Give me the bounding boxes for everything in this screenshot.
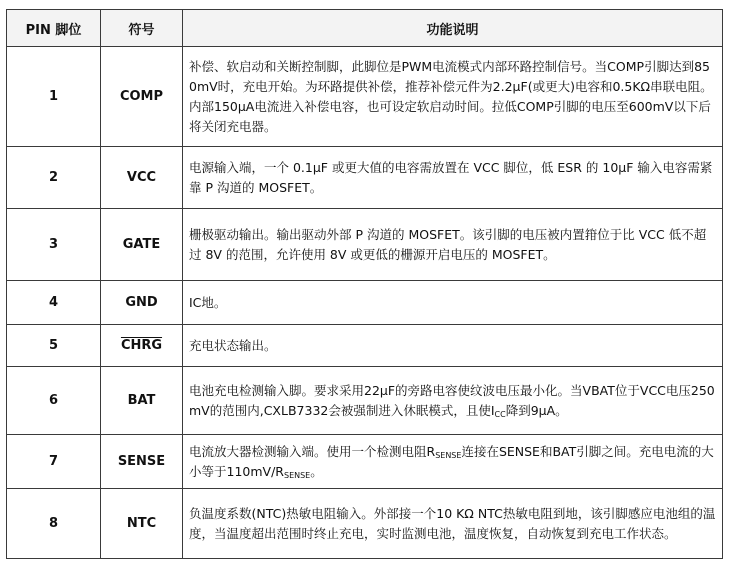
pin-number: 2: [7, 147, 101, 209]
pin-description: 充电状态输出。: [183, 325, 723, 367]
table-row: [7, 489, 723, 559]
table-row: [7, 209, 723, 281]
table-row: [7, 281, 723, 325]
pin-number: 3: [7, 209, 101, 281]
pin-description: IC地。: [183, 281, 723, 325]
pin-number: 1: [7, 47, 101, 147]
table-header-row: [7, 10, 723, 47]
pin-symbol: BAT: [101, 367, 183, 435]
pin-symbol: CHRG: [120, 338, 163, 353]
pin-symbol: COMP: [101, 47, 183, 147]
header-pin: PIN 脚位: [7, 10, 101, 47]
pin-description: 栅极驱动输出。输出驱动外部 P 沟道的 MOSFET。该引脚的电压被内置箝位于比 VCC 低不超过 8V 的范围，允许使用 8V 或更低的栅源开启电压的 MOSFET。: [183, 209, 723, 281]
table-row: [7, 367, 723, 435]
pin-function-table: [6, 9, 723, 559]
pin-description: 电源输入端，一个 0.1μF 或更大值的电容需放置在 VCC 脚位，低 ESR 的 10μF 输入电容需紧靠 P 沟道的 MOSFET。: [183, 147, 723, 209]
table-row: [7, 435, 723, 489]
table-row: [7, 147, 723, 209]
pin-symbol: NTC: [101, 489, 183, 559]
pin-symbol: GATE: [101, 209, 183, 281]
desc-subscript: SENSE: [283, 470, 311, 480]
desc-text: 电流放大器检测输入端。使用一个检测电阻R: [189, 443, 436, 459]
header-function: 功能说明: [183, 10, 723, 47]
pin-description: 负温度系数(NTC)热敏电阻输入。外部接一个10 KΩ NTC热敏电阻到地，该引脚感应电池组的温度，当温度超出范围时终止充电，实时监测电池，温度恢复，自动恢复到充电工作状态。: [183, 489, 723, 559]
pin-symbol: GND: [101, 281, 183, 325]
pin-number: 6: [7, 367, 101, 435]
desc-text: 电池充电检测输入脚。要求采用22μF的旁路电容使纹波电压最小化。当VBAT位于VCC电压250mV的范围内,CXLB7332会被强制进入休眠模式，且使I: [189, 382, 715, 418]
desc-text: 降到9μA。: [505, 402, 568, 418]
pin-description: [183, 367, 723, 435]
pin-symbol: VCC: [101, 147, 183, 209]
table-row: [7, 325, 723, 367]
pin-symbol: SENSE: [101, 435, 183, 489]
desc-text: 连接在SENSE和BAT引脚之间。充电电流的大小等于110mV/R: [189, 443, 714, 479]
pin-number: 8: [7, 489, 101, 559]
table-row: [7, 47, 723, 147]
header-symbol: 符号: [101, 10, 183, 47]
desc-subscript: SENSE: [435, 450, 462, 460]
pin-number: 7: [7, 435, 101, 489]
desc-subscript: CC: [494, 409, 506, 419]
pin-number: 5: [7, 325, 101, 367]
desc-text: 。: [310, 463, 323, 479]
pin-description: [183, 435, 723, 489]
pin-description: 补偿、软启动和关断控制脚，此脚位是PWM电流模式内部环路控制信号。当COMP引脚达到850mV时，充电开始。为环路提供补偿，推荐补偿元件为2.2μF(或更大)电容和0.5KΩ串联电阻。内部150μA电流进入补偿电容，也可设定软启动时间。拉低COMP引脚的电压至600mV以下后将关闭充电器。: [183, 47, 723, 147]
pin-number: 4: [7, 281, 101, 325]
